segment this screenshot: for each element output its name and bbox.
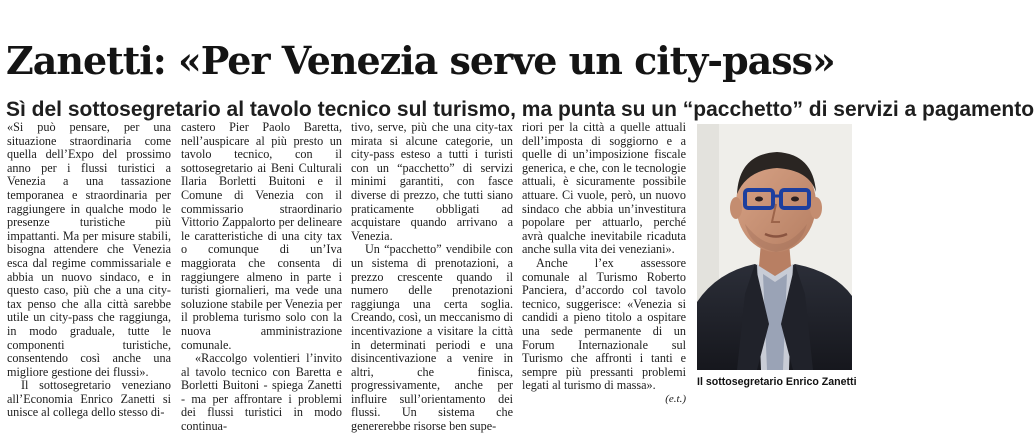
paragraph: Anche l’ex assessore comunale al Turismo Roberto Panciera, d’accordo col tavolo tecnico, suggerisce: «Venezia si candidi a pieno titolo a ospitare una sede permanente di un Forum Internazionale sul Turismo che affronti i tanti e sempre più pressanti problemi legati al turismo di massa». bbox=[522, 255, 686, 393]
person-silhouette-icon bbox=[697, 124, 852, 370]
paragraph: castero Pier Paolo Baretta, nell’auspicare al più presto un tavolo tecnico, con il sottosegretario ai Beni Culturali Ilaria Borletti Buitoni e il Comune di Venezia con il commissario straordinario Vittorio Zappalorto per delineare le caratteristiche di una city tax o comunque di un’Iva maggiorata che consenta di raggiungere almeno in parte i turisti giornalieri, ma vede una soluzione stabile per Venezia per il problema turismo solo con la nuova amministrazione comunale. bbox=[181, 120, 342, 352]
paragraph: riori per la città a quelle attuali dell’imposta di soggiorno e a quelle di un’imposizione fiscale generica, e che, con le tecnologie attuali, è sicuramente possibile attuare. Ci vuole, però, un nuovo sindaco che abbia un’investitura popolare per attuarlo, perché avrà qualche inevitabile ricaduta anche sulla vita dei veneziani». bbox=[522, 120, 686, 257]
headline: Zanetti: «Per Venezia serve un city-pass» bbox=[6, 38, 835, 84]
paragraph: «Raccolgo volentieri l’invito al tavolo tecnico con Baretta e Borletti Buitoni - spiega Zanetti - ma per affrontare i problemi dei flussi turistici in modo continua- bbox=[181, 351, 342, 434]
portrait-photo bbox=[697, 124, 852, 370]
paragraph: «Si può pensare, per una situazione straordinaria come quella dell’Expo del prossimo anno per i flussi turistici a Venezia a una tassazione temporanea e straordinaria per raggiungere in qualche modo le presenze turistiche più impattanti. Ma per misure stabili, bisogna attendere che Venezia esca dal regime commissariale e abbia un nuovo sindaco, e in questo caso, più che a una city-tax penso che alla città sarebbe utile un city-pass che raggiunga, in modo graduale, tutte le componenti turistiche, consentendo così anche una migliore gestione dei flussi». bbox=[7, 120, 171, 379]
author-signature: (e.t.) bbox=[665, 392, 686, 405]
article-column-1 bbox=[7, 120, 171, 420]
paragraph: Il sottosegretario veneziano all’Economia Enrico Zanetti si unisce al collega dello stesso di- bbox=[7, 378, 171, 420]
article-column-3 bbox=[351, 120, 513, 434]
subheadline: Sì del sottosegretario al tavolo tecnico sul turismo, ma punta su un “pacchetto” di servizi a pagamento bbox=[6, 98, 1034, 122]
article-column-4 bbox=[522, 120, 686, 405]
paragraph: tivo, serve, più che una city-tax mirata si alcune categorie, un city-pass esteso a tutti i turisti con un “pacchetto” di servizi minimi garantiti, con fasce diverse di prezzo, che tutti siano praticamente obbligati ad acquistare quando arrivano a Venezia. bbox=[351, 120, 513, 243]
photo-caption: Il sottosegretario Enrico Zanetti bbox=[697, 376, 857, 388]
article-column-2 bbox=[181, 120, 342, 434]
paragraph: Un “pacchetto” vendibile con un sistema di prenotazioni, a prezzo crescente quando il numero delle prenotazioni raggiunga una certa soglia. Creando, così, un meccanismo di incentivazione a visitare la città in determinati periodi e una disincentivazione a venire in altri, che finisca, progressivamente, anche per influire sull’orientamento dei flussi. Un sistema che genererebbe risorse ben supe- bbox=[351, 242, 513, 434]
